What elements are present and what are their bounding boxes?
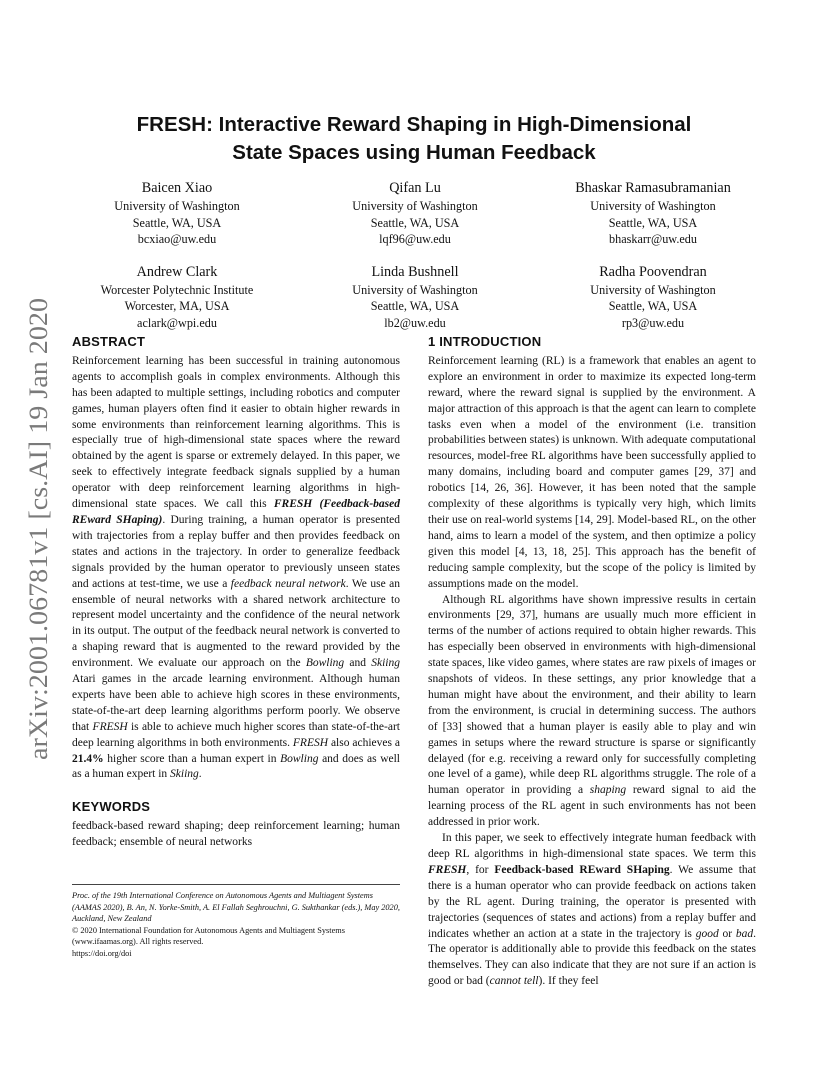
author-card xyxy=(298,178,532,248)
abstract-text-part: . During training, a human operator is presented with trajectories from a replay buffer and then provides feedback on states and actions in the trajectory. In order to generalize feedback signals provided by the human operator to previously unseen states and actions at test-time, we use a xyxy=(72,513,400,590)
abstract-text-part: . xyxy=(198,768,202,781)
author-email: rp3@uw.edu xyxy=(621,315,685,330)
intro-paragraph-3 xyxy=(428,831,756,990)
good-term: good xyxy=(695,927,719,940)
shaping-term: shaping xyxy=(589,784,627,797)
intro-paragraph-1: Reinforcement learning (RL) is a framework that enables an agent to explore an environment in order to maximize its expected long-term reward, where the reward signal is supplied by the environment. A major attraction of this approach is that the agent can learn to complete tasks even when a model of the environment (i.e. transition probabilities between states) is unknown. With adequate computational resources, model-free RL algorithms have been successfully applied to many domains, including board and computer games [29, 37] and robotics [14, 26, 36]. However, it has been noted that the sample complexity of these algorithms is typically very high, which limits their use on real-world systems [14, 29]. Model-based RL, on the other hand, aims to learn a model of the system, and then optimize a policy given this model [4, 13, 18, 25]. This approach has the benefit of reducing sample complexity, but the scope of the policy is limited by assumptions made on the model. xyxy=(428,354,756,590)
author-email: bhaskarr@uw.edu xyxy=(609,232,697,246)
percent-value: 21.4% xyxy=(72,752,104,765)
author-card xyxy=(536,178,770,248)
abstract-text-part: is able to achieve much higher scores than state-of-the-art deep learning algorithms in both environments. xyxy=(72,720,400,749)
author-affiliation: University of Washington xyxy=(590,282,716,297)
abstract-text-part: higher score than a human expert in xyxy=(103,752,281,765)
author-location: Seattle, WA, USA xyxy=(132,215,222,230)
abstract-text-part: also achieves a xyxy=(328,736,400,749)
intro-text-part: reward signal to aid the learning process of the RL agent in such environments has not been addressed in prior work. xyxy=(428,784,756,829)
author-name: Qifan Lu xyxy=(389,180,441,196)
cannot-tell-term: cannot tell xyxy=(489,975,539,988)
introduction-heading: 1 INTRODUCTION xyxy=(428,334,542,349)
paper-title xyxy=(80,111,748,167)
abstract-text-part: Atari games in the arcade learning environment. Although human experts have been able to achieve high scores in these environments, state-of-the-art deep learning algorithms perform poorly. We observe that xyxy=(72,673,400,733)
intro-text-part: ). If they feel xyxy=(538,975,599,988)
author-card xyxy=(60,262,294,332)
author-card xyxy=(536,262,770,332)
author-email: aclark@wpi.edu xyxy=(137,315,217,330)
skiing-term: Skiing xyxy=(170,768,199,781)
author-location: Seattle, WA, USA xyxy=(370,299,460,313)
author-location: Seattle, WA, USA xyxy=(370,215,460,230)
intro-text-part: . The operator is additionally able to provide this feedback on the states themselves. They can also indicate that they are not sure if an action is good or bad ( xyxy=(428,927,756,988)
arxiv-identifier xyxy=(16,298,60,760)
fresh-full-name: FRESH (Feedback-based REward SHaping) xyxy=(72,498,400,526)
abstract-text xyxy=(72,354,400,783)
intro-text-part: Although RL algorithms have shown impressive results in certain environments [29, 37], humans are usually much more efficient in terms of the number of actions required to obtain higher rewards. This has especially been observed in environments with high-dimensional state spaces, like video games, where states are raw pixels of images or snapshots of videos. In these settings, any prior knowledge that a human might have about the environment, and their ability to learn from the environment, is crucial in determining success. The authors of [33] showed that a human player is easily able to play and win games in setups where the reward structure is sparse or significantly delayed (for e.g. receiving a reward only for successfully completing one level of a game), while deep RL algorithms struggle. The role of a human operator in providing a xyxy=(428,593,756,797)
fresh-term: FRESH xyxy=(92,720,128,733)
author-name: Bhaskar Ramasubramanian xyxy=(575,180,731,196)
author-email: lqf96@uw.edu xyxy=(379,232,451,246)
bowling-term: Bowling xyxy=(305,657,345,670)
abstract-text-part: . We use an ensemble of neural networks with a shared network architecture to represent model uncertainty and the confidence of the neural network in its output. The output of the feedback neural network is converted to a shaping reward that is augmented to the reward provided by the environment. We evaluate our approach on the xyxy=(72,577,401,670)
doi-link[interactable]: https://doi.org/doi xyxy=(72,948,132,958)
intro-paragraph-2 xyxy=(428,593,756,832)
keywords-text: feedback-based reward shaping; deep reinforcement learning; human feedback; ensemble of neural networks xyxy=(72,820,400,849)
author-card xyxy=(298,262,532,332)
arxiv-identifier-text: arXiv:2001.06781v1 [cs.AI] 19 Jan 2020 xyxy=(24,332,53,760)
arxiv-identifier-svg xyxy=(16,298,60,760)
intro-text-part: In this paper, we seek to effectively integrate human feedback with deep RL algorithms in high-dimensional state spaces. We term this xyxy=(428,832,756,860)
author-name: Linda Bushnell xyxy=(371,263,459,280)
title-line-1: FRESH: Interactive Reward Shaping in High-Dimensional xyxy=(136,113,692,136)
section-gap xyxy=(72,783,400,799)
abstract-text-part: and does as well as a human expert in xyxy=(72,752,400,781)
author-email: bcxiao@uw.edu xyxy=(137,232,217,246)
author-row-1 xyxy=(60,178,770,248)
author-affiliation: University of Washington xyxy=(114,199,240,213)
left-column xyxy=(72,334,400,851)
intro-text-part: . We assume that there is a human operator who can provide feedback on actions taken by the RL agent. During training, the operator is presented with trajectories (sequences of states and actions) from a replay buffer and indicates whether an action at a state in the trajectory is xyxy=(428,863,756,940)
fresh-term: FRESH xyxy=(292,736,329,749)
feedback-nn-term: feedback neural network xyxy=(230,577,346,590)
author-location: Worcester, MA, USA xyxy=(124,299,230,313)
author-card xyxy=(60,178,294,248)
intro-text-part: , for xyxy=(466,863,495,876)
author-block xyxy=(60,178,770,345)
footnote-rule xyxy=(72,884,400,885)
copyright-text: © 2020 International Foundation for Autonomous Agents and Multiagent Systems (www.ifaamas.org). All rights reserved. xyxy=(72,925,345,947)
author-affiliation: University of Washington xyxy=(352,282,478,297)
intro-text-part: or xyxy=(718,927,736,940)
author-name: Radha Poovendran xyxy=(599,263,707,280)
author-email: lb2@uw.edu xyxy=(384,315,446,330)
skiing-term: Skiing xyxy=(371,657,400,670)
proceedings-text: Proc. of the 19th International Conference on Autonomous Agents and Multiagent Systems (AAMAS 2020), B. An, N. Yorke-Smith, A. El Fallah Seghrouchni, G. Sukthankar (eds.), May 2020, Auckland, New Zealand xyxy=(72,891,400,924)
bad-term: bad xyxy=(735,927,754,940)
author-name: Andrew Clark xyxy=(136,263,218,280)
author-affiliation: Worcester Polytechnic Institute xyxy=(100,282,254,297)
bowling-term: Bowling xyxy=(280,752,319,765)
title-line-2: State Spaces using Human Feedback xyxy=(232,141,596,164)
right-column xyxy=(428,334,756,990)
author-name: Baicen Xiao xyxy=(141,180,213,196)
abstract-text-part: and xyxy=(344,657,372,670)
footnote xyxy=(72,884,400,960)
author-location: Seattle, WA, USA xyxy=(608,215,698,230)
author-row-2 xyxy=(60,262,770,332)
author-affiliation: University of Washington xyxy=(352,199,478,213)
fresh-expansion: Feedback-based REward SHaping xyxy=(494,863,670,876)
fresh-term: FRESH xyxy=(428,863,467,876)
author-location: Seattle, WA, USA xyxy=(608,299,698,313)
author-affiliation: University of Washington xyxy=(590,199,716,213)
abstract-text-part: Reinforcement learning has been successful in training autonomous agents to accomplish goals in complex environments. Although this has been adapted to multiple settings, including robotics and computer games, human players often find it easier to obtain higher rewards in some environments than reinforcement learning algorithms. This is especially true of high-dimensional state spaces where the reward obtained by the agent is sparse or extremely delayed. In this paper, we seek to effectively integrate feedback signals supplied by a human operator with deep reinforcement learning algorithms in high-dimensional state spaces. We call this xyxy=(72,354,400,511)
abstract-heading: ABSTRACT xyxy=(72,334,146,349)
keywords-heading: KEYWORDS xyxy=(72,799,151,815)
